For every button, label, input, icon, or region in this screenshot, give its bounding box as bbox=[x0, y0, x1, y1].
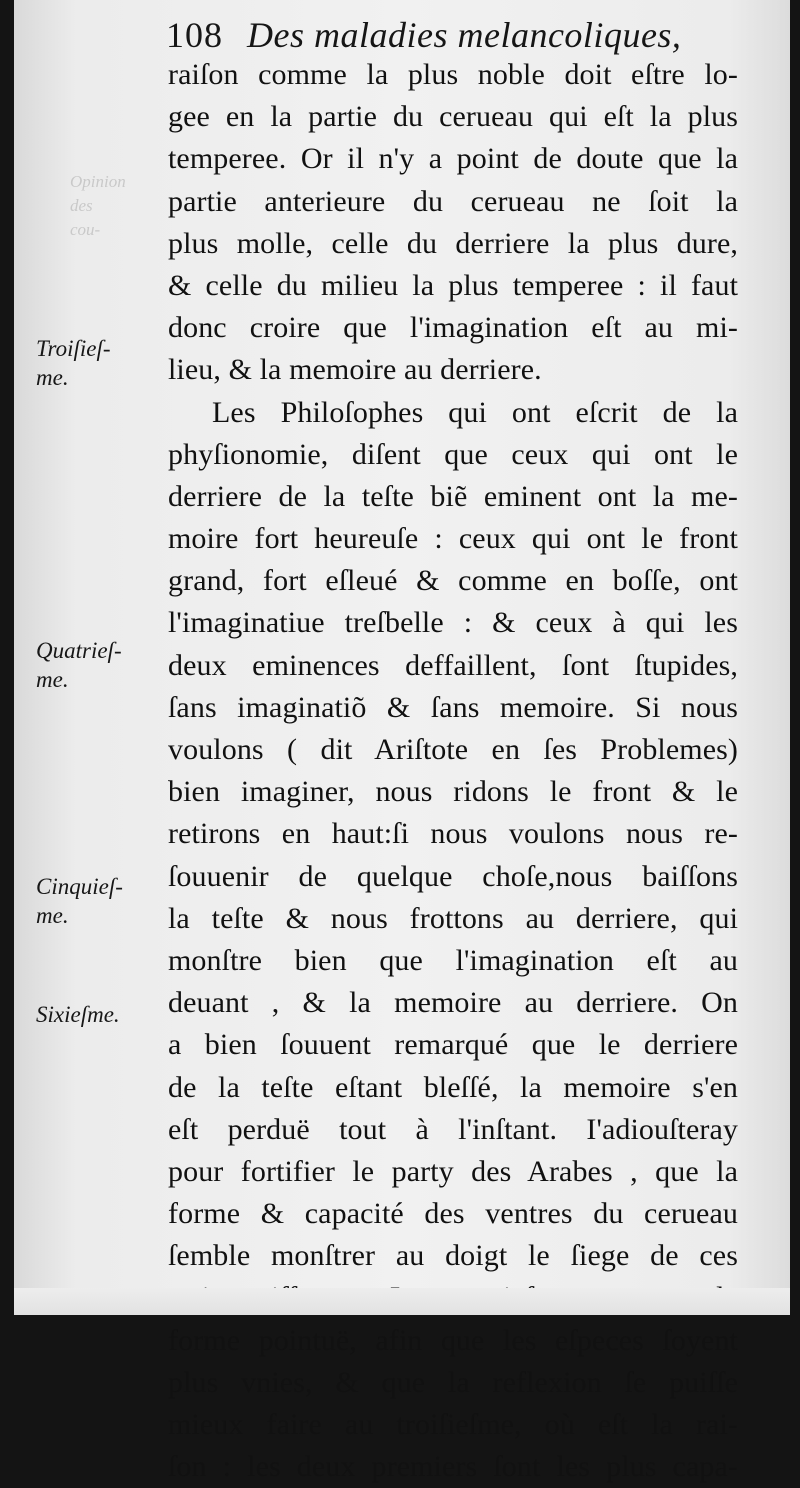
faded-margin-note bbox=[70, 170, 160, 242]
text-line: a bien ſouuent remarqué que le derriere bbox=[168, 1028, 738, 1062]
side-note-line: Quatrieſ- bbox=[36, 638, 122, 663]
faded-note-line: Opinion bbox=[70, 172, 126, 191]
text-line: forme pointuë, afin que les eſpeces ſoyent bbox=[168, 1323, 738, 1357]
text-line: ſemble monſtrer au doigt le ſiege de ces bbox=[168, 1239, 738, 1273]
text-line: plus molle, celle du derriere la plus dure, bbox=[168, 226, 738, 260]
faded-note-line: des bbox=[70, 196, 93, 215]
text-line: monſtre bien que l'imagination eſt au bbox=[168, 943, 738, 977]
text-line: ſouuenir de quelque choſe,nous baiſſons bbox=[168, 859, 738, 893]
side-note-cinquiesme bbox=[36, 872, 156, 930]
text-line: phyſionomie, diſent que ceux qui ont le bbox=[168, 437, 738, 471]
side-note-line: me. bbox=[36, 365, 69, 390]
text-line: deuant , & la memoire au derriere. On bbox=[168, 986, 738, 1020]
side-note-sixiesme bbox=[36, 1000, 156, 1029]
text-line: la teſte & nous frottons au derriere, qui bbox=[168, 901, 738, 935]
text-line: Les Philoſophes qui ont eſcrit de la bbox=[212, 395, 738, 429]
side-note-quatriesme bbox=[36, 636, 156, 694]
text-line: & celle du milieu la plus temperee : il faut bbox=[168, 268, 738, 302]
text-line: ſans imaginatiõ & ſans memoire. Si nous bbox=[168, 690, 738, 724]
text-line: retirons en haut:ſi nous voulons nous re- bbox=[168, 817, 738, 851]
text-line: lieu, & la memoire au derriere. bbox=[168, 353, 542, 387]
text-line: grand, fort eſleué & comme en boſſe, ont bbox=[168, 564, 738, 598]
side-note-line: Sixieſme. bbox=[36, 1002, 120, 1027]
page-number: 108 bbox=[166, 15, 223, 55]
text-line: bien imaginer, nous ridons le front & le bbox=[168, 775, 738, 809]
book-page bbox=[14, 0, 790, 1484]
side-note-line: Troiſieſ- bbox=[36, 336, 111, 361]
text-line: donc croire que l'imagination eſt au mi- bbox=[168, 311, 738, 345]
text-line: temperee. Or il n'y a point de doute que la bbox=[168, 142, 738, 176]
text-line: derriere de la teſte biẽ eminent ont la me- bbox=[168, 479, 738, 513]
text-line: plus vnies, & que la reflexion ſe puiſſe bbox=[168, 1365, 738, 1399]
side-note-line: Cinquieſ- bbox=[36, 874, 123, 899]
main-text bbox=[168, 54, 738, 1488]
text-line: ſon : les deux premiers ſont les plus capa- bbox=[168, 1450, 738, 1484]
text-line: pour fortifier le party des Arabes , que la bbox=[168, 1154, 738, 1188]
side-note-line: me. bbox=[36, 903, 69, 928]
text-line: raiſon comme la plus noble doit eſtre lo- bbox=[168, 58, 738, 91]
page-bottom-margin bbox=[14, 1288, 790, 1315]
running-head bbox=[166, 12, 726, 58]
text-line: l'imaginatiue treſbelle : & ceux à qui les bbox=[168, 606, 738, 640]
text-line: mieux faire au troiſieſme, où eſt la rai- bbox=[168, 1408, 738, 1441]
side-note-line: me. bbox=[36, 667, 69, 692]
text-line: de la teſte eſtant bleſſé, la memoire s'en bbox=[168, 1070, 738, 1104]
text-line: partie anterieure du cerueau ne ſoit la bbox=[168, 184, 738, 218]
text-line: voulons ( dit Ariſtote en ſes Problemes) bbox=[168, 733, 738, 766]
text-line: gee en la partie du cerueau qui eſt la plus bbox=[168, 100, 738, 134]
side-note-troisiesme bbox=[36, 334, 156, 392]
text-line: moire fort heureuſe : ceux qui ont le front bbox=[168, 522, 738, 556]
text-line: deux eminences deffaillent, ſont ſtupides, bbox=[168, 648, 738, 682]
text-line: eſt perduë tout à l'inſtant. I'adiouſteray bbox=[168, 1112, 738, 1146]
faded-note-line: cou- bbox=[70, 220, 101, 239]
running-head-title: Des maladies melancoliques, bbox=[247, 15, 682, 55]
text-line: forme & capacité des ventres du cerueau bbox=[168, 1197, 738, 1231]
